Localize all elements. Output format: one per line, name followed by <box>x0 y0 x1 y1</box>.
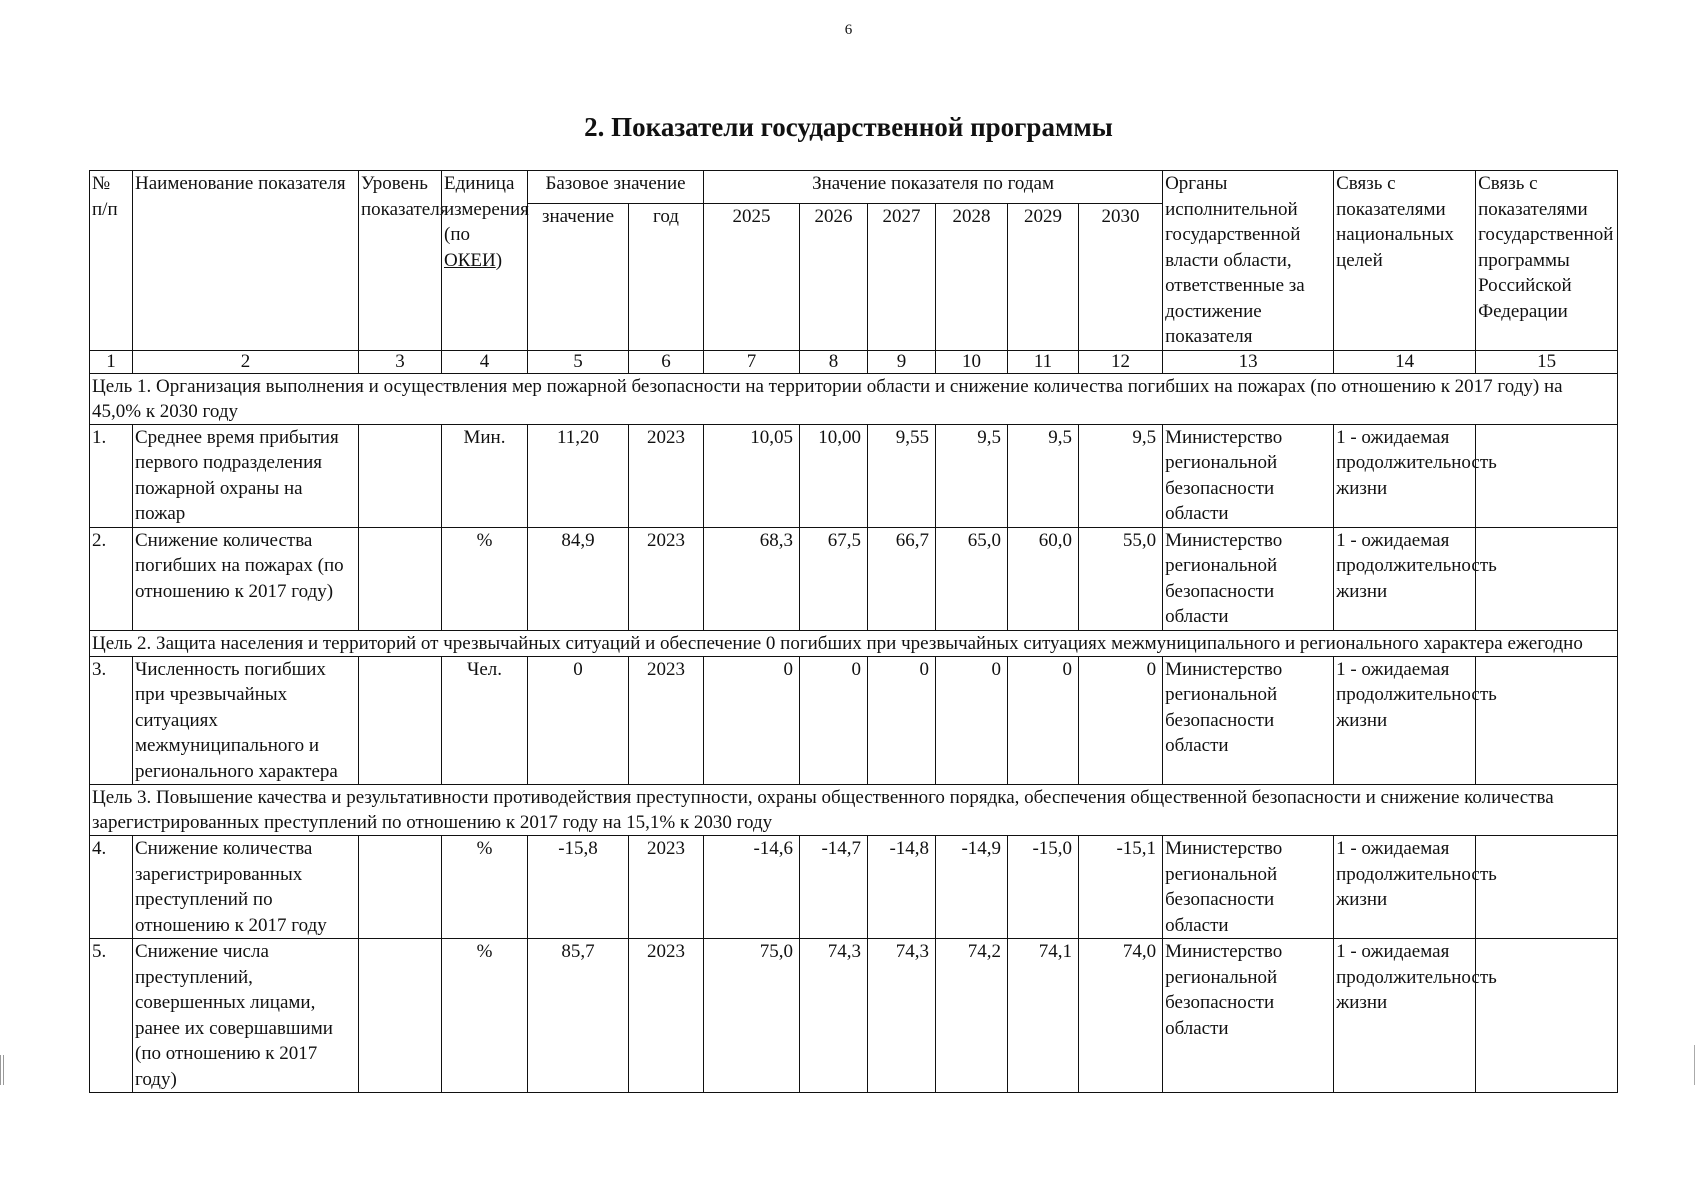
column-number: 9 <box>868 350 936 373</box>
year-value-2026: 10,00 <box>800 424 868 527</box>
header-year-2025: 2025 <box>704 203 800 350</box>
header-bodies: Органы исполнительной государственной власти области, ответственные за достижение показателя <box>1163 171 1334 351</box>
page-title: 2. Показатели государственной программы <box>584 112 1113 142</box>
goal-row <box>90 785 1618 836</box>
header-unit <box>442 171 528 351</box>
goal-row <box>90 373 1618 424</box>
row-num: 1. <box>90 424 133 527</box>
column-number: 1 <box>90 350 133 373</box>
page-number: 6 <box>844 22 853 38</box>
header-rf-program: Связь с показателями государственной программы Российской Федерации <box>1476 171 1618 351</box>
year-value-2025: 75,0 <box>704 939 800 1093</box>
base-year: 2023 <box>629 424 704 527</box>
indicator-level <box>359 836 442 939</box>
indicators-table <box>89 170 1618 1093</box>
year-value-2027: 74,3 <box>868 939 936 1093</box>
responsible-body: Министерство региональной безопасности области <box>1163 836 1334 939</box>
indicator-name: Снижение количества зарегистрированных преступлений по отношению к 2017 году <box>133 836 359 939</box>
row-num: 4. <box>90 836 133 939</box>
header-year-2028: 2028 <box>936 203 1008 350</box>
scan-mark <box>0 1055 4 1085</box>
header-year-2027: 2027 <box>868 203 936 350</box>
national-goal-link: 1 - ожидаемая продолжительность жизни <box>1334 939 1476 1093</box>
year-value-2027: 9,55 <box>868 424 936 527</box>
table-row <box>90 656 1618 785</box>
year-value-2027: 0 <box>868 656 936 785</box>
table-row <box>90 527 1618 630</box>
responsible-body: Министерство региональной безопасности области <box>1163 939 1334 1093</box>
rf-program-link <box>1476 656 1618 785</box>
goal-text: Цель 3. Повышение качества и результативности противодействия преступности, охраны общественного порядка, обеспечения общественной безопасности и снижение количества зарегистрированных преступлений по отношению к 2017 году на 15,1% к 2030 году <box>90 785 1618 836</box>
column-number: 10 <box>936 350 1008 373</box>
indicator-unit: Чел. <box>442 656 528 785</box>
column-number: 4 <box>442 350 528 373</box>
indicator-unit: % <box>442 939 528 1093</box>
column-number: 7 <box>704 350 800 373</box>
rf-program-link <box>1476 527 1618 630</box>
national-goal-link: 1 - ожидаемая продолжительность жизни <box>1334 527 1476 630</box>
year-value-2026: -14,7 <box>800 836 868 939</box>
base-year: 2023 <box>629 939 704 1093</box>
goal-text: Цель 1. Организация выполнения и осуществления мер пожарной безопасности на территории области и снижение количества погибших на пожарах (по отношению к 2017 году) на 45,0% к 2030 году <box>90 373 1618 424</box>
base-year: 2023 <box>629 527 704 630</box>
year-value-2026: 0 <box>800 656 868 785</box>
year-value-2029: 0 <box>1008 656 1079 785</box>
header-year-2026: 2026 <box>800 203 868 350</box>
indicator-name: Снижение количества погибших на пожарах (по отношению к 2017 году) <box>133 527 359 630</box>
year-value-2028: 74,2 <box>936 939 1008 1093</box>
column-number: 3 <box>359 350 442 373</box>
table-row <box>90 836 1618 939</box>
okei-link[interactable]: ОКЕИ <box>444 249 496 271</box>
responsible-body: Министерство региональной безопасности области <box>1163 527 1334 630</box>
national-goal-link: 1 - ожидаемая продолжительность жизни <box>1334 656 1476 785</box>
column-number: 8 <box>800 350 868 373</box>
year-value-2030: 9,5 <box>1079 424 1163 527</box>
year-value-2025: 0 <box>704 656 800 785</box>
header-national-goals: Связь с показателями национальных целей <box>1334 171 1476 351</box>
table-row <box>90 939 1618 1093</box>
header-year-2030: 2030 <box>1079 203 1163 350</box>
rf-program-link <box>1476 836 1618 939</box>
national-goal-link: 1 - ожидаемая продолжительность жизни <box>1334 836 1476 939</box>
column-number: 6 <box>629 350 704 373</box>
year-value-2026: 67,5 <box>800 527 868 630</box>
indicator-unit: Мин. <box>442 424 528 527</box>
year-value-2028: 0 <box>936 656 1008 785</box>
header-value: значение <box>528 203 629 350</box>
row-num: 2. <box>90 527 133 630</box>
goal-text: Цель 2. Защита населения и территорий от чрезвычайных ситуаций и обеспечение 0 погибших при чрезвычайных ситуациях межмуниципального и регионального характера ежегодно <box>90 630 1618 656</box>
goal-row <box>90 630 1618 656</box>
indicator-level <box>359 939 442 1093</box>
responsible-body: Министерство региональной безопасности области <box>1163 424 1334 527</box>
column-numbers-row <box>90 350 1618 373</box>
row-num: 3. <box>90 656 133 785</box>
base-value: -15,8 <box>528 836 629 939</box>
base-year: 2023 <box>629 836 704 939</box>
year-value-2025: -14,6 <box>704 836 800 939</box>
year-value-2027: -14,8 <box>868 836 936 939</box>
year-value-2030: -15,1 <box>1079 836 1163 939</box>
row-num: 5. <box>90 939 133 1093</box>
indicator-name: Среднее время прибытия первого подразделения пожарной охраны на пожар <box>133 424 359 527</box>
year-value-2027: 66,7 <box>868 527 936 630</box>
base-year: 2023 <box>629 656 704 785</box>
year-value-2029: 60,0 <box>1008 527 1079 630</box>
rf-program-link <box>1476 939 1618 1093</box>
year-value-2030: 0 <box>1079 656 1163 785</box>
rf-program-link <box>1476 424 1618 527</box>
base-value: 84,9 <box>528 527 629 630</box>
indicator-unit: % <box>442 527 528 630</box>
column-number: 13 <box>1163 350 1334 373</box>
year-value-2025: 68,3 <box>704 527 800 630</box>
header-by-years: Значение показателя по годам <box>704 171 1163 204</box>
column-number: 14 <box>1334 350 1476 373</box>
national-goal-link: 1 - ожидаемая продолжительность жизни <box>1334 424 1476 527</box>
header-level: Уровень показателя <box>359 171 442 351</box>
column-number: 15 <box>1476 350 1618 373</box>
year-value-2026: 74,3 <box>800 939 868 1093</box>
responsible-body: Министерство региональной безопасности области <box>1163 656 1334 785</box>
header-num: № п/п <box>90 171 133 351</box>
year-value-2028: -14,9 <box>936 836 1008 939</box>
base-value: 11,20 <box>528 424 629 527</box>
header-year: год <box>629 203 704 350</box>
indicator-level <box>359 656 442 785</box>
year-value-2029: 9,5 <box>1008 424 1079 527</box>
header-name: Наименование показателя <box>133 171 359 351</box>
header-unit-prefix: Единица измерения (по <box>444 173 529 245</box>
base-value: 0 <box>528 656 629 785</box>
header-year-2029: 2029 <box>1008 203 1079 350</box>
column-number: 11 <box>1008 350 1079 373</box>
column-number: 12 <box>1079 350 1163 373</box>
header-unit-suffix: ) <box>495 249 503 271</box>
year-value-2029: -15,0 <box>1008 836 1079 939</box>
indicator-unit: % <box>442 836 528 939</box>
year-value-2025: 10,05 <box>704 424 800 527</box>
year-value-2028: 65,0 <box>936 527 1008 630</box>
base-value: 85,7 <box>528 939 629 1093</box>
column-number: 5 <box>528 350 629 373</box>
header-row-1 <box>90 171 1618 204</box>
year-value-2029: 74,1 <box>1008 939 1079 1093</box>
indicator-name: Численность погибших при чрезвычайных ситуациях межмуниципального и регионального характера <box>133 656 359 785</box>
year-value-2028: 9,5 <box>936 424 1008 527</box>
header-base-value: Базовое значение <box>528 171 704 204</box>
indicator-level <box>359 424 442 527</box>
table-row <box>90 424 1618 527</box>
year-value-2030: 74,0 <box>1079 939 1163 1093</box>
column-number: 2 <box>133 350 359 373</box>
indicator-level <box>359 527 442 630</box>
year-value-2030: 55,0 <box>1079 527 1163 630</box>
indicator-name: Снижение числа преступлений, совершенных лицами, ранее их совершавшими (по отношению к 2017 году) <box>133 939 359 1093</box>
